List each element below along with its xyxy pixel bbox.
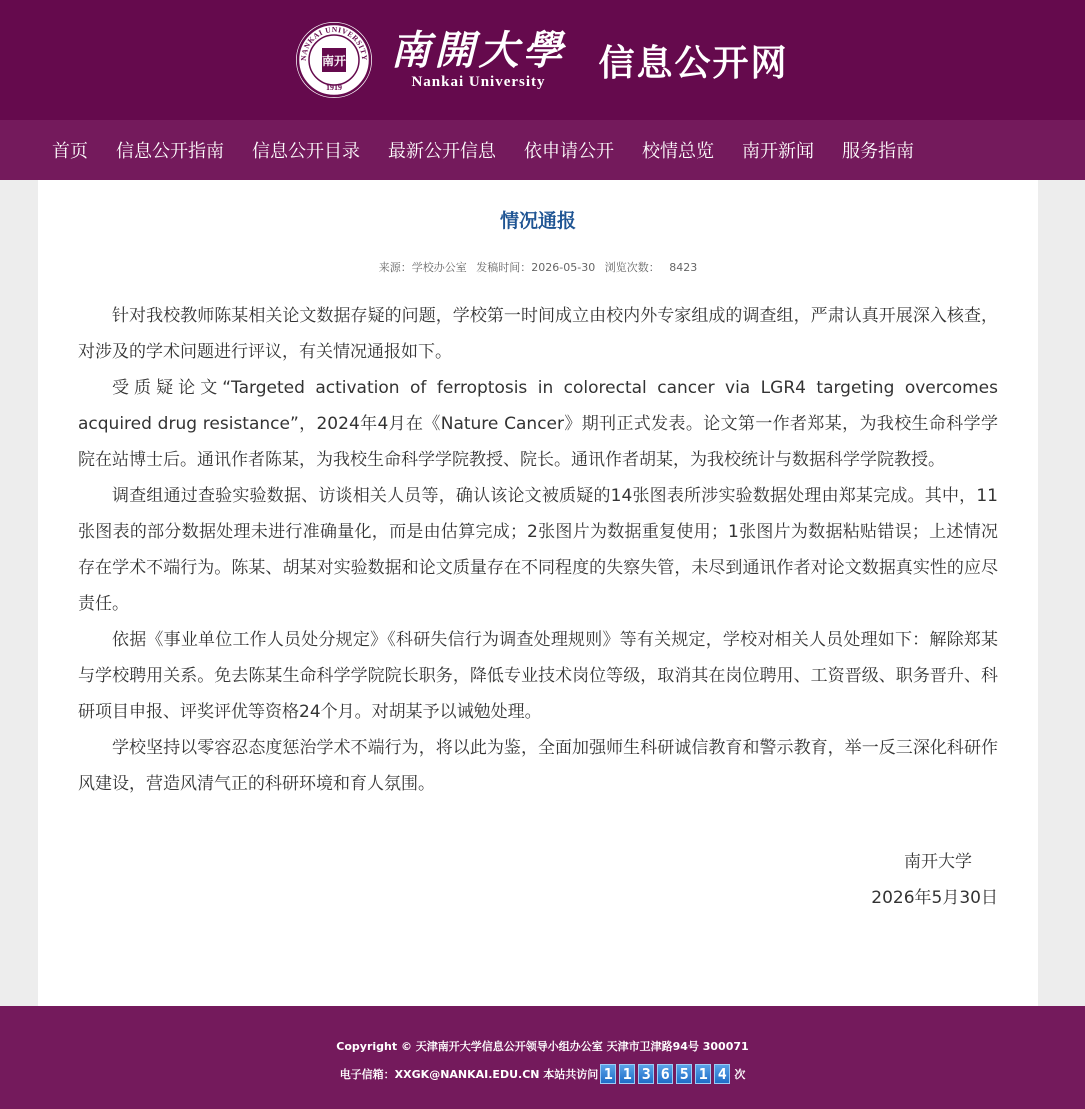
visit-counter-digit: 1 bbox=[600, 1064, 616, 1084]
footer-contact bbox=[0, 1062, 1085, 1086]
article-container bbox=[38, 180, 1038, 1006]
seal-year: 1919 bbox=[326, 83, 343, 92]
article-paragraph: 依据《事业单位工作人员处分规定》《科研失信行为调查处理规则》等有关规定，学校对相关人员处理如下：解除郑某与学校聘用关系。免去陈某生命科学学院院长职务，降低专业技术岗位等级，取消其在岗位聘用、工资晋级、职务晋升、科研项目申报、评奖评优等资格24个月。对胡某予以诫勉处理。 bbox=[78, 630, 998, 722]
nav-item-news[interactable]: 南开新闻 bbox=[742, 141, 814, 162]
site-header bbox=[0, 0, 1085, 120]
visit-counter-digit: 6 bbox=[657, 1064, 673, 1084]
signature-date: 2026年5月30日 bbox=[871, 888, 998, 908]
visit-counter bbox=[600, 1064, 733, 1084]
footer-email: 电子信箱：XXGK@NANKAI.EDU.CN 本站共访问 bbox=[339, 1068, 599, 1081]
article-paragraph: 针对我校教师陈某相关论文数据存疑的问题，学校第一时间成立由校内外专家组成的调查组，严肃认真开展深入核查，对涉及的学术问题进行评议，有关情况通报如下。 bbox=[78, 306, 998, 362]
article-source: 来源：学校办公室 bbox=[378, 261, 467, 274]
footer-visit-suffix: 次 bbox=[734, 1068, 746, 1081]
university-name-en: Nankai University bbox=[411, 74, 546, 90]
visit-counter-digit: 1 bbox=[695, 1064, 711, 1084]
university-name-cn: 南開大學 bbox=[390, 27, 567, 74]
article-meta bbox=[38, 260, 1038, 276]
footer-copyright: Copyright © 天津南开大学信息公开领导小组办公室 天津市卫津路94号 300071 bbox=[336, 1040, 749, 1053]
university-wordmark bbox=[390, 29, 566, 91]
article-paragraph: 受质疑论文“Targeted activation of ferroptosis in colorectal cancer via LGR4 targeting overcomes acquired drug resistance”，2024年4月在《Nature Cancer》期刊正式发表。论文第一作者郑某，为我校生命科学学院在站博士后。通讯作者陈某，为我校生命科学学院教授、院长。通讯作者胡某，为我校统计与数据科学学院教授。 bbox=[78, 378, 998, 470]
nav-item-request[interactable]: 依申请公开 bbox=[524, 141, 614, 162]
visit-counter-digit: 1 bbox=[619, 1064, 635, 1084]
seal-ring-text: NANKAI UNIVERSITY bbox=[299, 24, 370, 62]
article-paragraph: 学校坚持以零容忍态度惩治学术不端行为，将以此为鉴，全面加强师生科研诚信教育和警示教育，举一反三深化科研作风建设，营造风清气正的科研环境和育人氛围。 bbox=[78, 738, 998, 794]
visit-counter-digit: 3 bbox=[638, 1064, 654, 1084]
nav-item-guide[interactable]: 信息公开指南 bbox=[116, 141, 224, 162]
signature-org: 南开大学 bbox=[904, 852, 972, 872]
article-views-label: 浏览次数： bbox=[604, 261, 660, 274]
nav-item-overview[interactable]: 校情总览 bbox=[642, 141, 714, 162]
university-seal-icon bbox=[296, 22, 372, 98]
article-date: 发稿时间：2026-05-30 bbox=[476, 261, 596, 274]
visit-counter-digit: 4 bbox=[714, 1064, 730, 1084]
svg-text:南开: 南开 bbox=[322, 54, 347, 68]
article-body bbox=[78, 298, 998, 802]
site-name: 信息公开网 bbox=[598, 42, 789, 84]
nav-item-catalog[interactable]: 信息公开目录 bbox=[252, 141, 360, 162]
nav-item-service[interactable]: 服务指南 bbox=[842, 141, 914, 162]
nav-item-latest[interactable]: 最新公开信息 bbox=[388, 141, 496, 162]
page-title: 情况通报 bbox=[499, 210, 576, 232]
main-nav bbox=[0, 120, 1085, 180]
visit-counter-digit: 5 bbox=[676, 1064, 692, 1084]
site-logo[interactable] bbox=[296, 22, 788, 98]
site-footer bbox=[0, 1006, 1085, 1109]
nav-item-home[interactable]: 首页 bbox=[52, 141, 88, 162]
article-views: 8423 bbox=[669, 261, 698, 274]
article-signature bbox=[38, 844, 998, 916]
article-paragraph: 调查组通过查验实验数据、访谈相关人员等，确认该论文被质疑的14张图表所涉实验数据处理由郑某完成。其中，11张图表的部分数据处理未进行准确量化，而是由估算完成；2张图片为数据重复使用；1张图片为数据粘贴错误；上述情况存在学术不端行为。陈某、胡某对实验数据和论文质量存在不同程度的失察失管，未尽到通讯作者对论文数据真实性的应尽责任。 bbox=[78, 486, 998, 614]
